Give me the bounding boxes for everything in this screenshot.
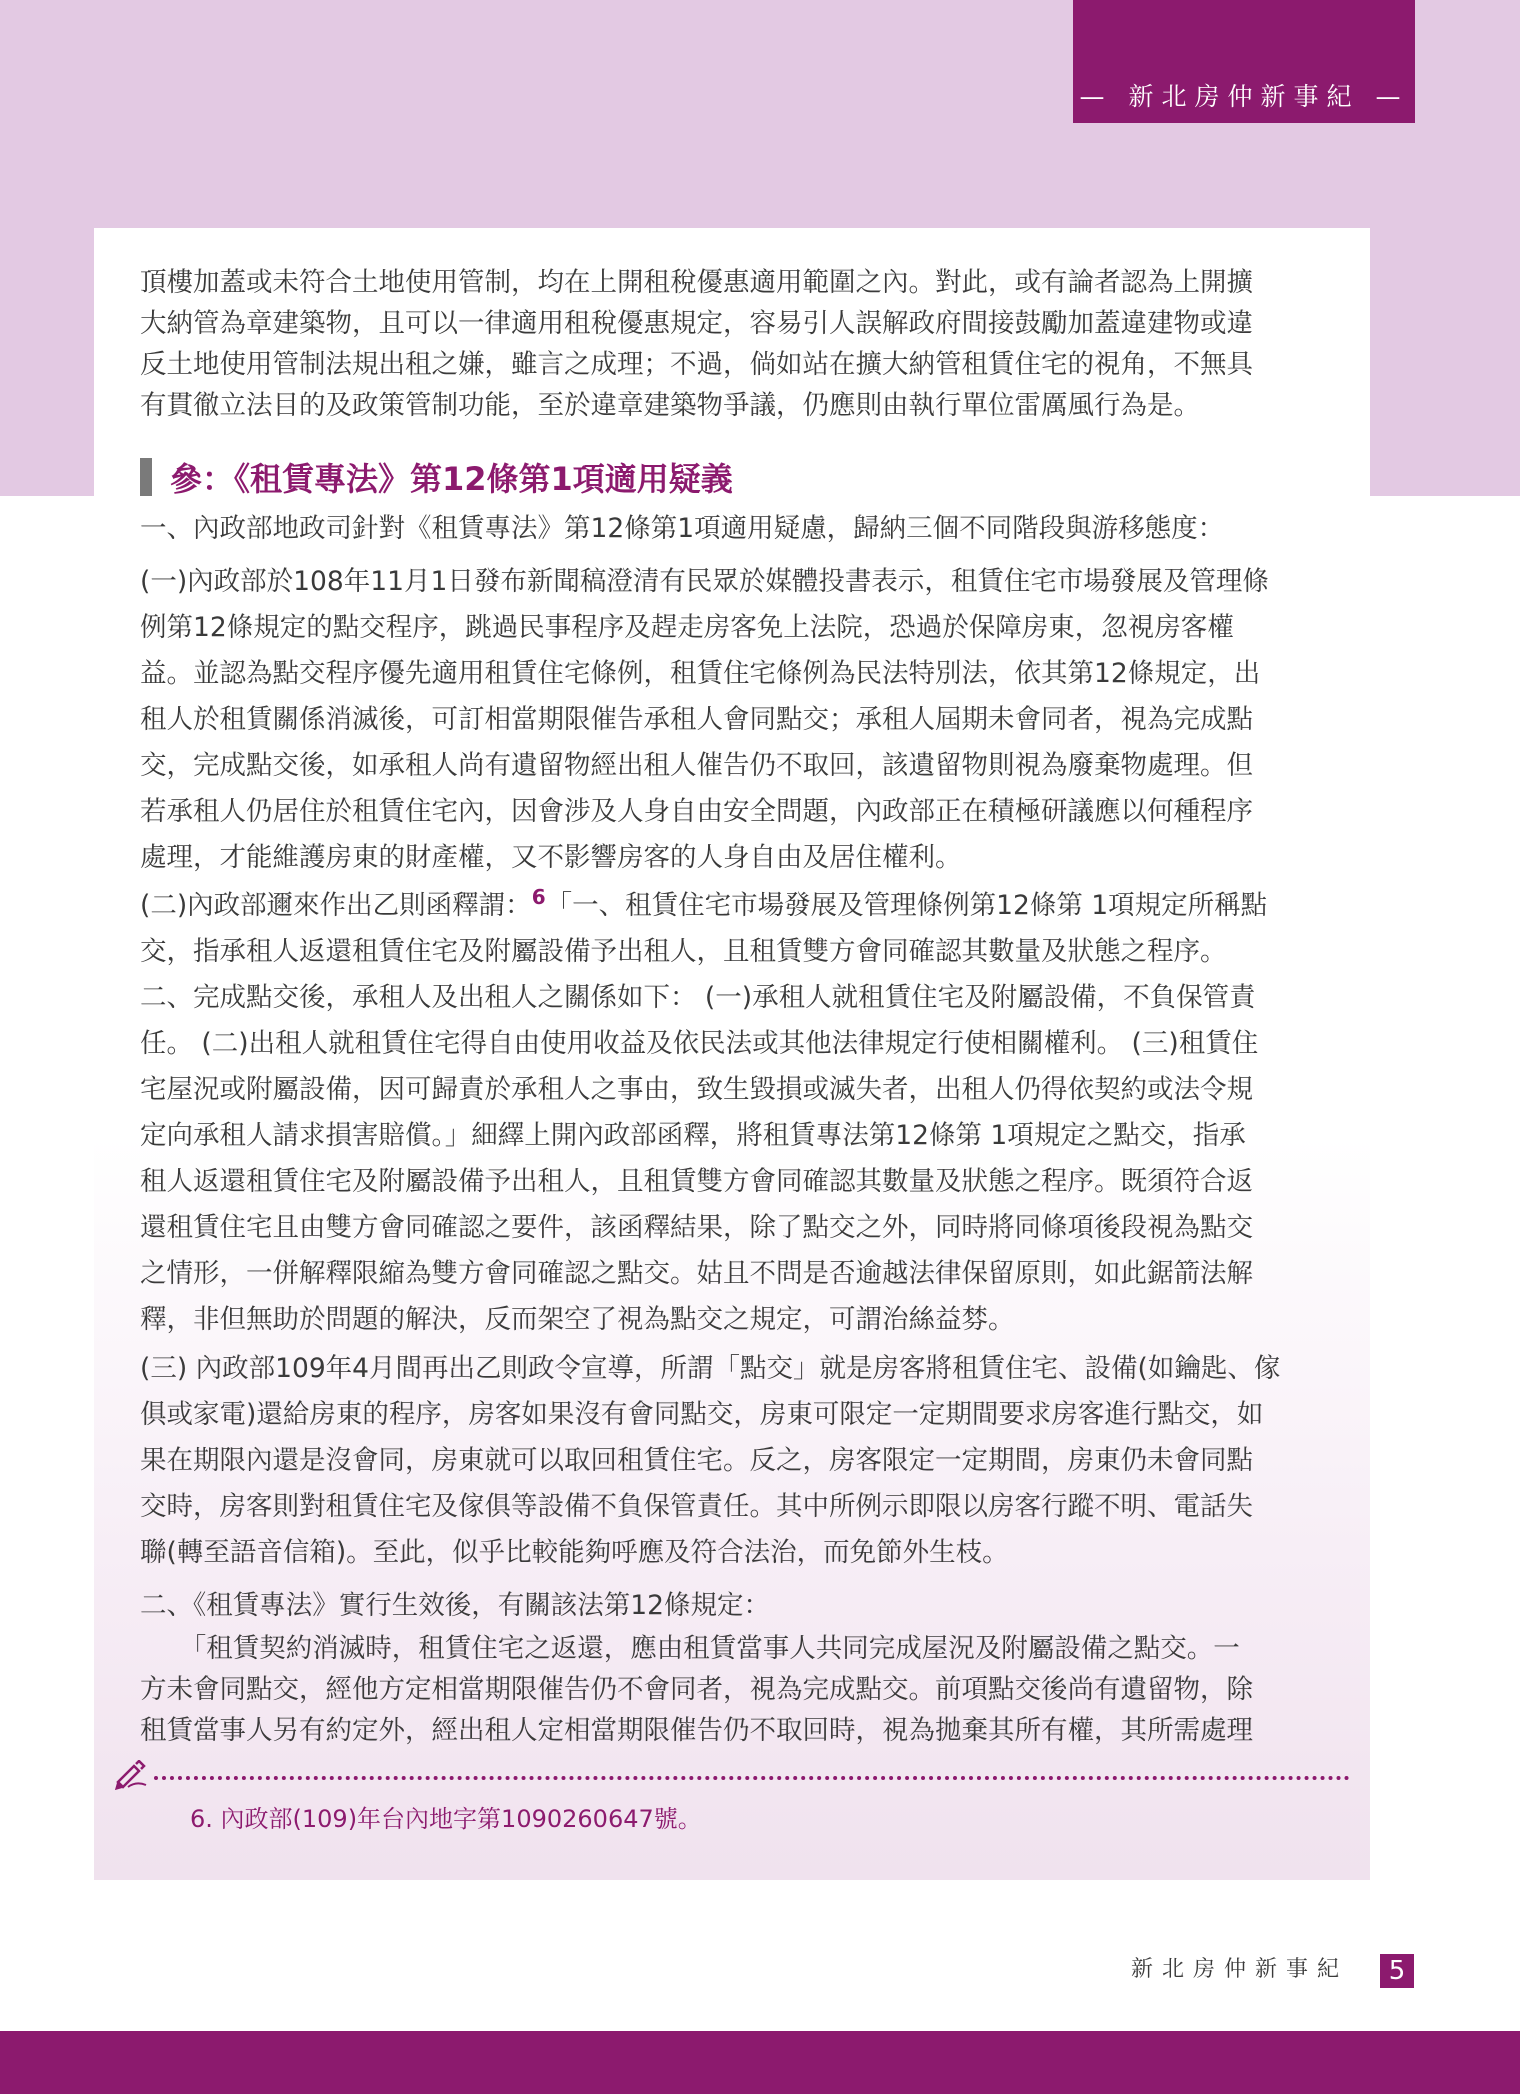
- paragraph-line: [140, 883, 1326, 929]
- paragraph-line: 宅屋況或附屬設備，因可歸責於承租人之事由，致生毀損或滅失者，出租人仍得依契約或法令規: [140, 1074, 1253, 1105]
- paragraph-line: 交時，房客則對租賃住宅及傢俱等設備不負保管責任。其中所例示即限以房客行蹤不明、電話失: [140, 1491, 1253, 1522]
- section-heading-text: 參：《租賃專法》第12條第1項適用疑義: [170, 460, 733, 498]
- paragraph-line: 租人返還租賃住宅及附屬設備予出租人，且租賃雙方會同確認其數量及狀態之程序。既須符合返: [140, 1166, 1253, 1197]
- intro-line: 大納管為章建築物，且可以一律適用租稅優惠規定，容易引人誤解政府間接鼓勵加蓋違建物或違: [140, 308, 1253, 339]
- header-title: — 新北房仲新事紀 —: [1079, 82, 1409, 111]
- bottom-band: [0, 2031, 1520, 2094]
- paragraph-two-lead: (二)內政部邇來作出乙則函釋謂：: [140, 890, 532, 921]
- page-number: 5: [1380, 1954, 1414, 1988]
- pen-icon: [114, 1760, 148, 1790]
- intro-line: 有貫徹立法目的及政策管制功能，至於違章建築物爭議，仍應則由執行單位雷厲風行為是。: [140, 390, 1200, 421]
- footnote-text: 6. 內政部(109)年台內地字第1090260647號。: [190, 1805, 702, 1833]
- paragraph-line: 定向承租人請求損害賠償。」細繹上開內政部函釋，將租賃專法第12條第 1項規定之點交，指承: [140, 1120, 1246, 1151]
- paragraph-line: 之情形，一併解釋限縮為雙方會同確認之點交。姑且不問是否逾越法律保留原則，如此鋸箭法解: [140, 1258, 1253, 1289]
- footnote-reference[interactable]: 6: [531, 885, 546, 910]
- paragraph-line: 俱或家電)還給房東的程序，房客如果沒有會同點交，房東可限定一定期間要求房客進行點交，如: [140, 1399, 1264, 1430]
- statute-quote: [140, 1628, 1326, 1751]
- quote-line: 租賃當事人另有約定外，經出租人定相當期限催告仍不取回時，視為拋棄其所有權，其所需處理: [140, 1715, 1253, 1746]
- paragraph-two-quote-start: 「一、租賃住宅市場發展及管理條例第12條第 1項規定所稱點: [545, 890, 1268, 921]
- section-intro-line: 一、內政部地政司針對《租賃專法》第12條第1項適用疑慮，歸納三個不同階段與游移態度：: [140, 513, 1225, 544]
- paragraph-line: 還租賃住宅且由雙方會同確認之要件，該函釋結果，除了點交之外，同時將同條項後段視為點交: [140, 1212, 1253, 1243]
- paragraph-line: 租人於租賃關係消滅後，可訂相當期限催告承租人會同點交；承租人屆期未會同者，視為完成點: [140, 704, 1253, 735]
- paragraph-line: 益。並認為點交程序優先適用租賃住宅條例，租賃住宅條例為民法特別法，依其第12條規定，出: [140, 658, 1261, 689]
- paragraph-line: 例第12條規定的點交程序，跳過民事程序及趕走房客免上法院，恐過於保障房東，忽視房客權: [140, 612, 1234, 643]
- intro-line: 反土地使用管制法規出租之嫌，雖言之成理；不過，倘如站在擴大納管租賃住宅的視角，不無具: [140, 349, 1253, 380]
- dotted-divider: [154, 1776, 1350, 1780]
- paragraph-two: [140, 883, 1326, 1343]
- heading-bar: [140, 458, 152, 496]
- paragraph-line: (三) 內政部109年4月間再出乙則政令宣導，所謂「點交」就是房客將租賃住宅、設備(如鑰匙、傢: [140, 1353, 1281, 1384]
- intro-paragraph: [140, 262, 1326, 426]
- paragraph-line: (一)內政部於108年11月1日發布新聞稿澄清有民眾於媒體投書表示，租賃住宅市場發展及管理條: [140, 566, 1269, 597]
- paragraph-line: 任。 (二)出租人就租賃住宅得自由使用收益及依民法或其他法律規定行使相關權利。 (三)租賃住: [140, 1028, 1259, 1059]
- footer-title: 新北房仲新事紀: [1131, 1957, 1349, 1982]
- section-heading: [140, 452, 733, 502]
- paragraph-line: 釋，非但無助於問題的解決，反而架空了視為點交之規定，可謂治絲益棼。: [140, 1304, 1015, 1335]
- paragraph-line: 果在期限內還是沒會同，房東就可以取回租賃住宅。反之，房客限定一定期間，房東仍未會同點: [140, 1445, 1253, 1476]
- section-two-line: 二、《租賃專法》實行生效後，有關該法第12條規定：: [140, 1590, 770, 1621]
- paragraph-line: 交，指承租人返還租賃住宅及附屬設備予出租人，且租賃雙方會同確認其數量及狀態之程序。: [140, 936, 1227, 967]
- section-intro: [140, 507, 1326, 551]
- intro-line: 頂樓加蓋或未符合土地使用管制，均在上開租稅優惠適用範圍之內。對此，或有論者認為上開擴: [140, 267, 1253, 298]
- section-two: [140, 1584, 1326, 1628]
- header-tab: [1073, 0, 1415, 123]
- paragraph-three: [140, 1346, 1326, 1576]
- quote-line: 「租賃契約消滅時，租賃住宅之返還，應由租賃當事人共同完成屋況及附屬設備之點交。一: [140, 1633, 1240, 1664]
- paragraph-line: 二、完成點交後，承租人及出租人之關係如下： (一)承租人就租賃住宅及附屬設備，不負保管責: [140, 982, 1256, 1013]
- paragraph-line: 處理，才能維護房東的財產權，又不影響房客的人身自由及居住權利。: [140, 842, 962, 873]
- footnote-separator: [114, 1760, 1350, 1790]
- paragraph-line: 若承租人仍居住於租賃住宅內，因會涉及人身自由安全問題，內政部正在積極研議應以何種程序: [140, 796, 1253, 827]
- paragraph-line: 交，完成點交後，如承租人尚有遺留物經出租人催告仍不取回，該遺留物則視為廢棄物處理。但: [140, 750, 1253, 781]
- paragraph-line: 聯(轉至語音信箱)。至此，似乎比較能夠呼應及符合法治，而免節外生枝。: [140, 1537, 1009, 1568]
- quote-line: 方未會同點交，經他方定相當期限催告仍不會同者，視為完成點交。前項點交後尚有遺留物，除: [140, 1674, 1253, 1705]
- paragraph-one: [140, 559, 1326, 881]
